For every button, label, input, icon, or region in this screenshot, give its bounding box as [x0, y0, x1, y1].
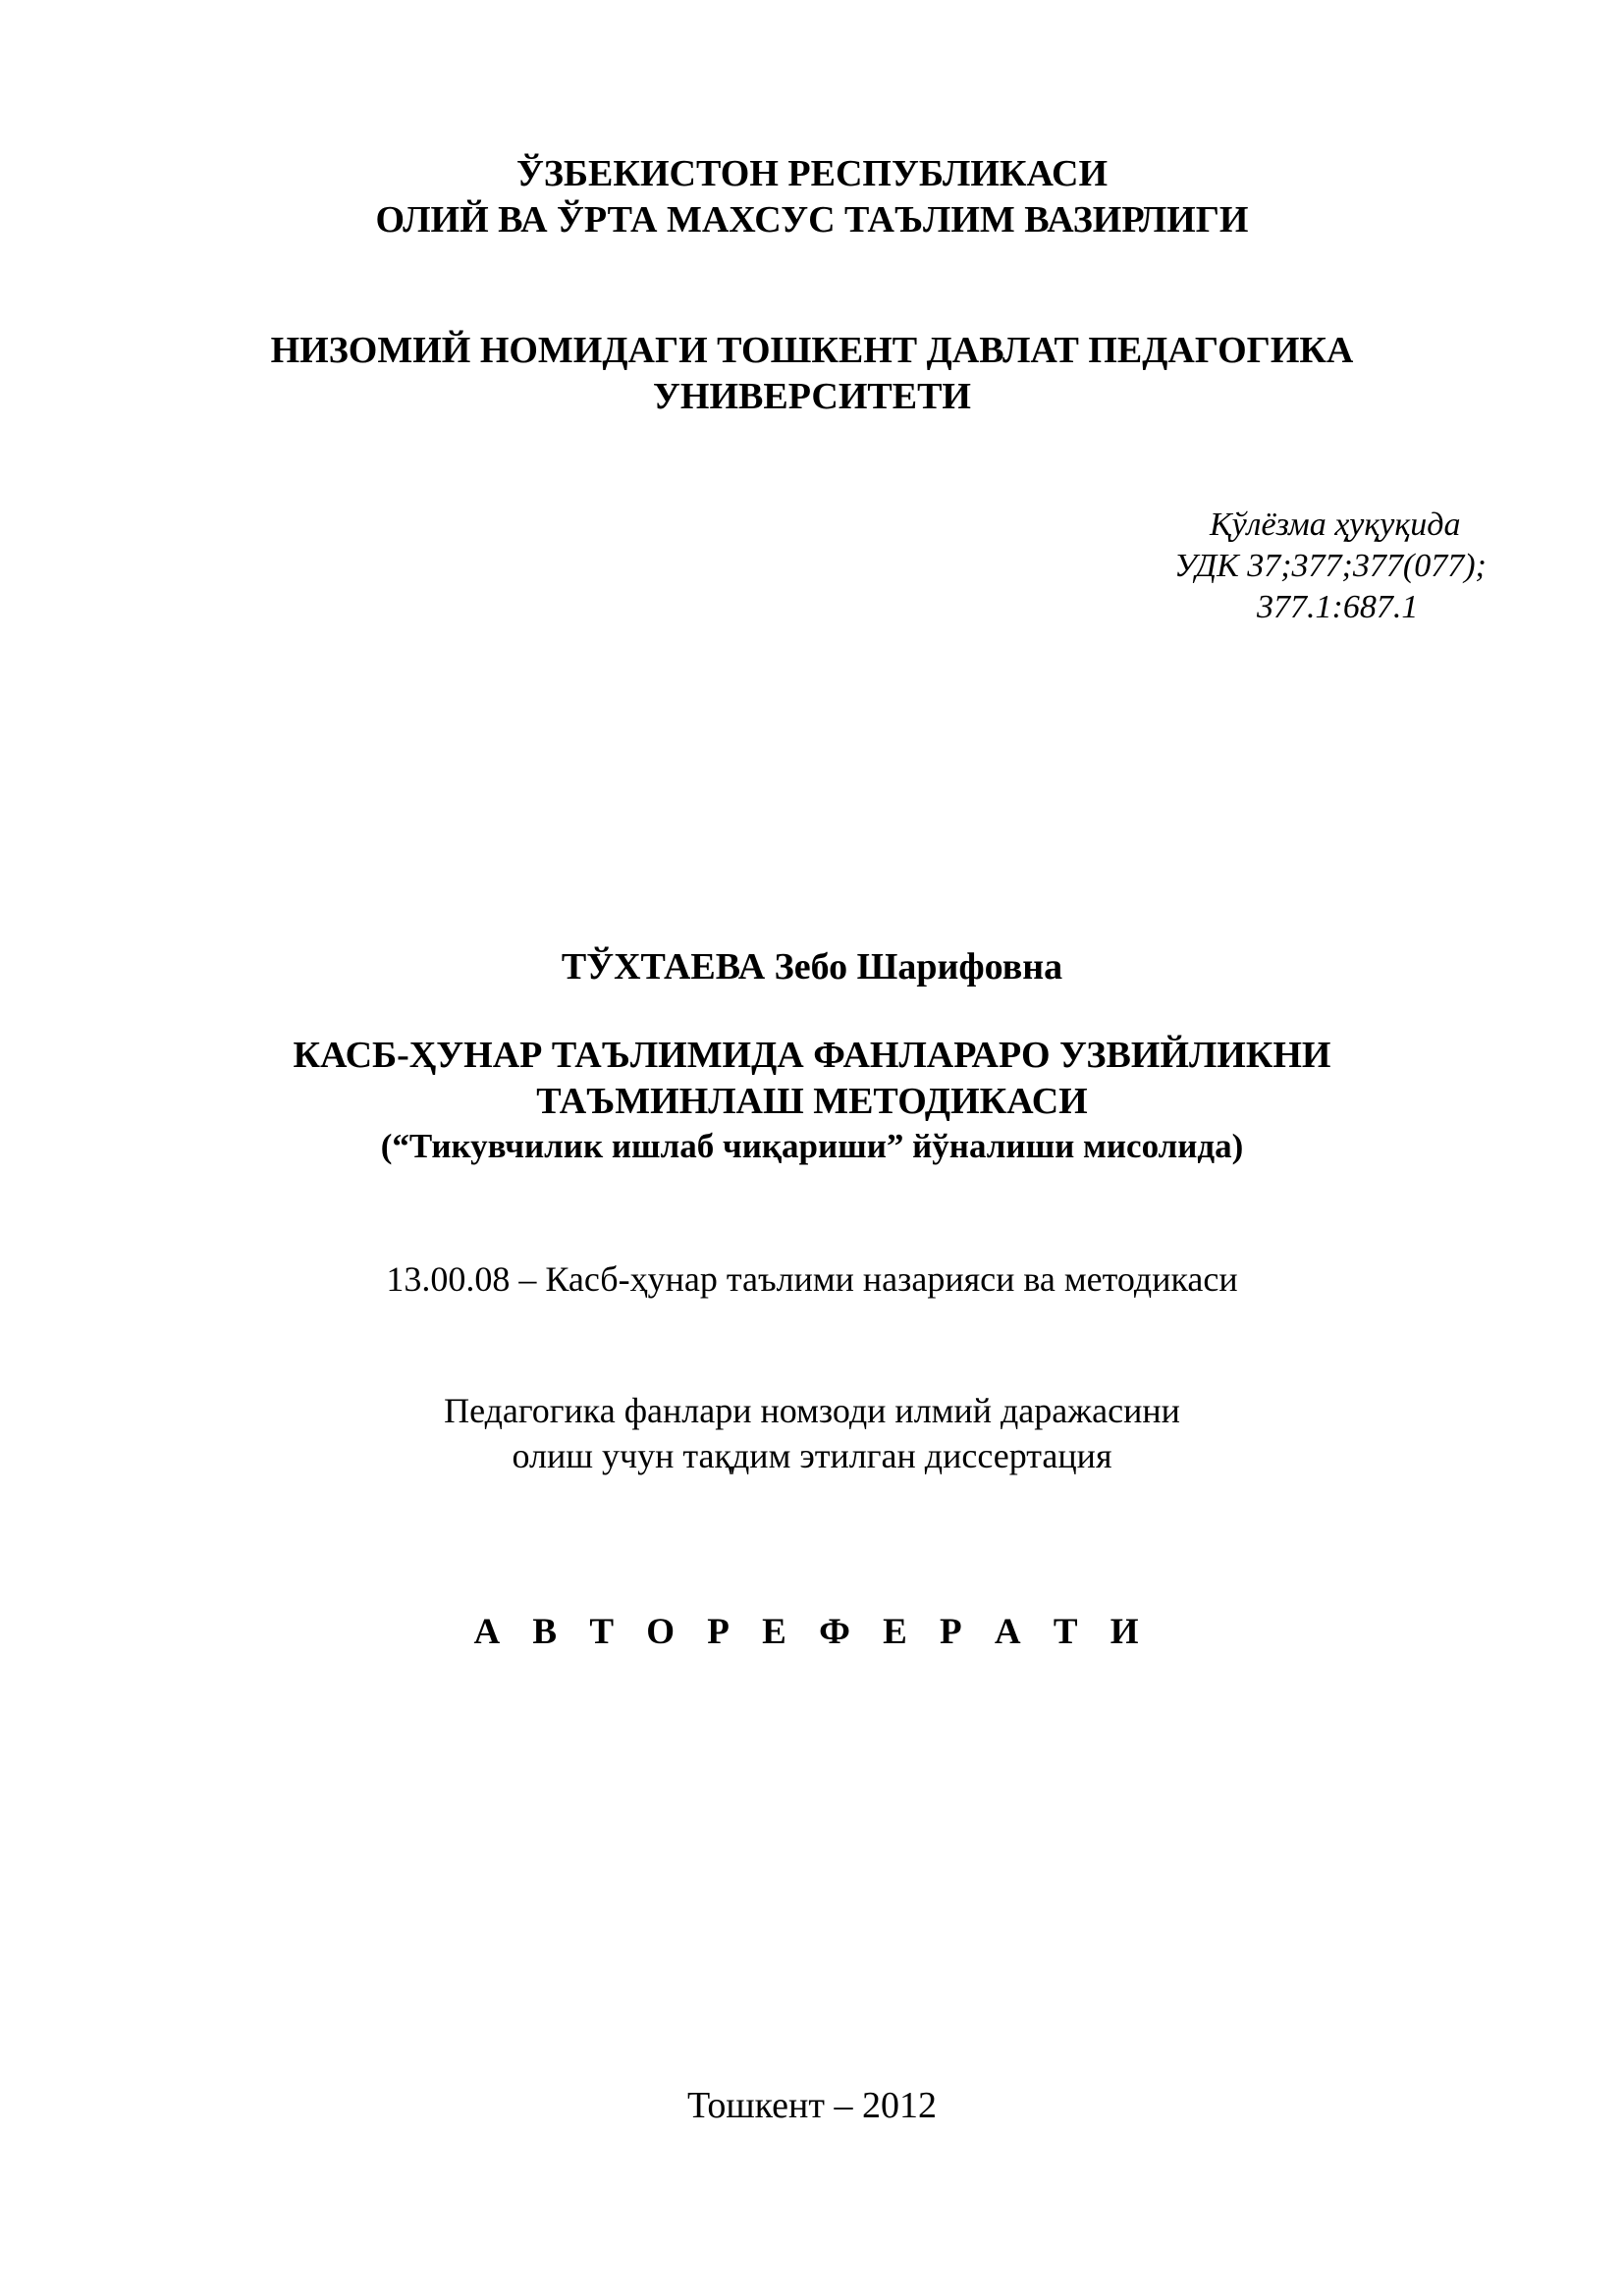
title-line-2: ТАЪМИНЛАШ МЕТОДИКАСИ: [536, 1081, 1088, 1122]
ministry-line-1: ЎЗБЕКИСТОН РЕСПУБЛИКАСИ: [515, 153, 1109, 194]
purpose-line-1: Педагогика фанлари номзоди илмий даражасини: [444, 1391, 1180, 1430]
dissertation-title: [0, 1033, 1624, 1125]
manuscript-rights: Қўлёзма ҳуқуқида: [1210, 507, 1461, 543]
author-name: [0, 944, 1624, 990]
purpose-line-2: олиш учун тақдим этилган диссертация: [512, 1436, 1112, 1475]
university-line-2: УНИВЕРСИТЕТИ: [653, 376, 971, 417]
title-line-1: КАСБ-ҲУНАР ТАЪЛИМИДА ФАНЛАРАРО УЗВИЙЛИКНИ: [293, 1035, 1331, 1076]
ministry-line-2: ОЛИЙ ВА ЎРТА МАХСУС ТАЪЛИМ ВАЗИРЛИГИ: [375, 199, 1249, 240]
place-and-year: [0, 2083, 1624, 2128]
document-type-heading: [0, 1610, 1624, 1655]
ministry-heading: [0, 151, 1624, 243]
specialty-text: 13.00.08 – Касб-ҳунар таълими назарияси ва методикаси: [386, 1259, 1238, 1299]
degree-purpose: [0, 1388, 1624, 1478]
udk-code-line-2: 377.1:687.1: [1257, 589, 1419, 625]
place-year-text: Тошкент – 2012: [687, 2085, 937, 2126]
university-heading: [0, 328, 1624, 420]
specialty-code: [0, 1256, 1624, 1302]
author-name-text: ТЎХТАЕВА Зебо Шарифовна: [561, 946, 1063, 988]
udk-code-line-1: УДК 37;377;377(077);: [1174, 548, 1487, 584]
document-type-text: А В Т О Р Е Ф Е Р А Т И: [473, 1612, 1151, 1652]
title-line-3: (“Тикувчилик ишлаб чиқариши” йўналиши мисолида): [380, 1127, 1244, 1165]
university-line-1: НИЗОМИЙ НОМИДАГИ ТОШКЕНТ ДАВЛАТ ПЕДАГОГИКА: [270, 330, 1354, 371]
dissertation-subtitle: [0, 1125, 1624, 1168]
manuscript-rights-block: [1159, 505, 1551, 628]
